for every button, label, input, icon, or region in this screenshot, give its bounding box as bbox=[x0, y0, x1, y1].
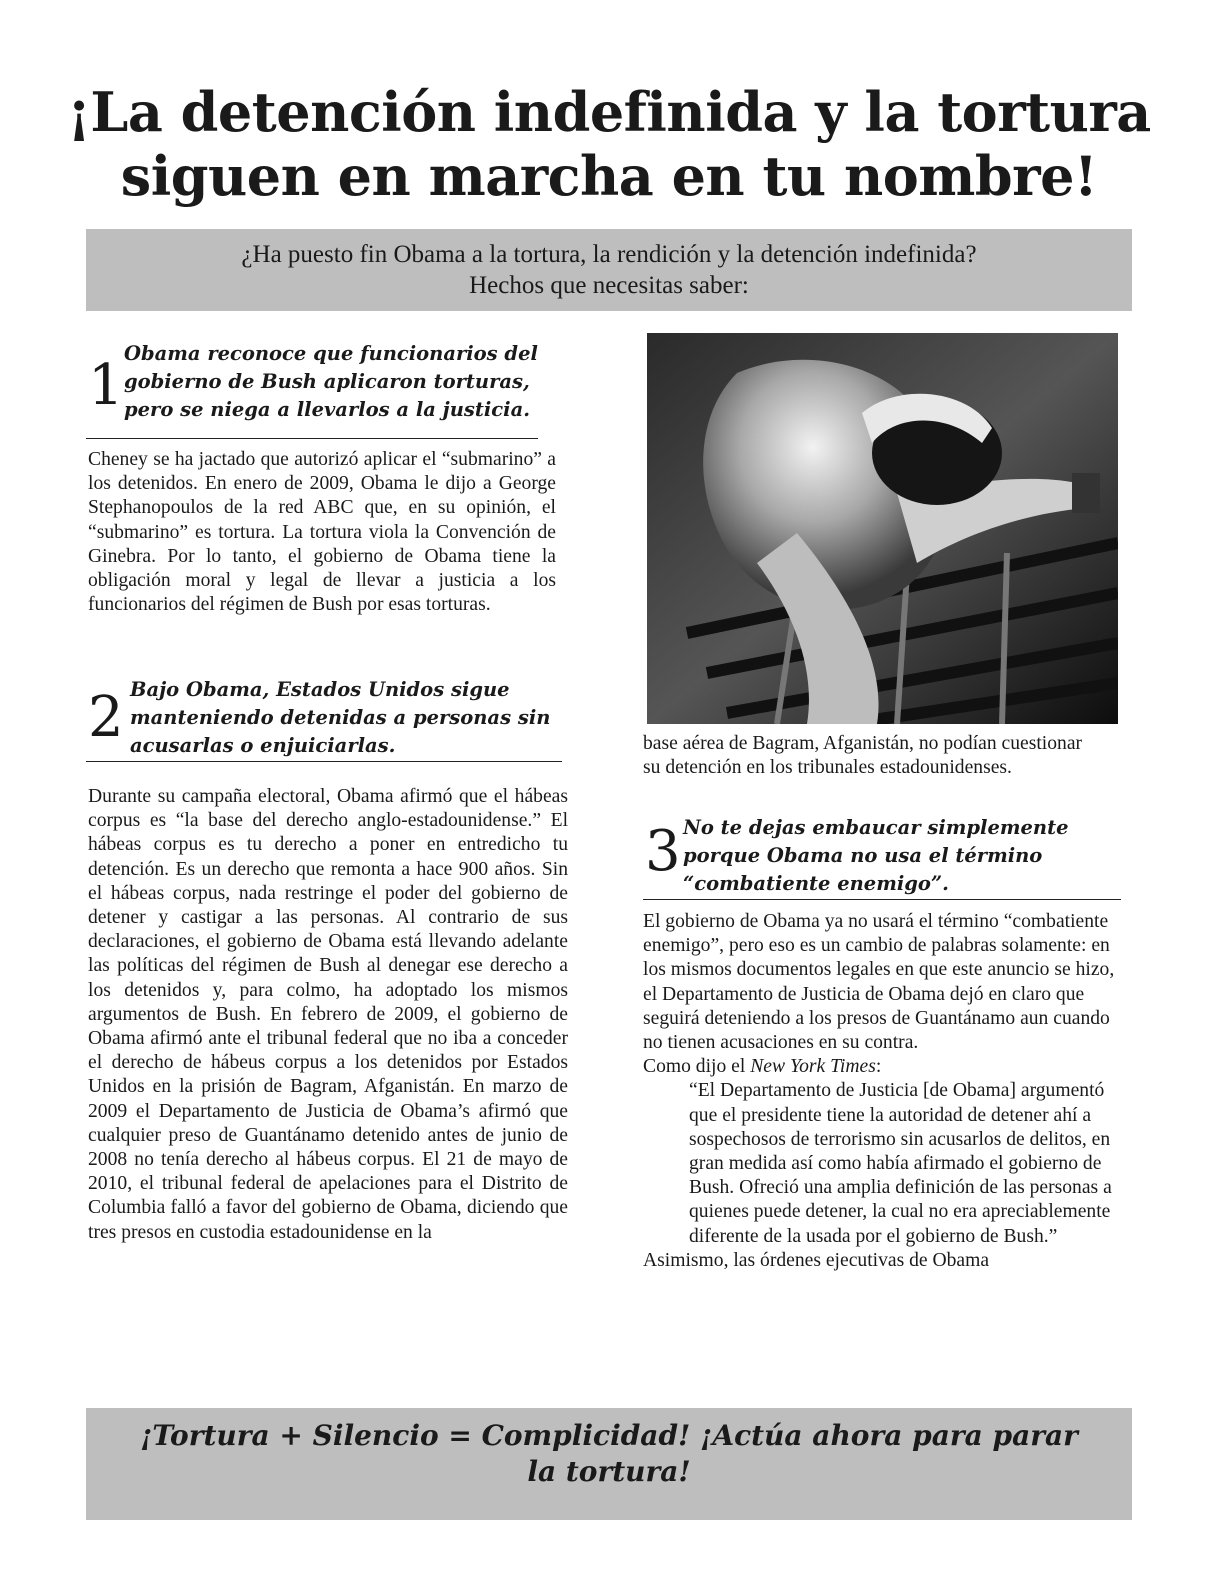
nyt-quote: “El Departamento de Justicia [de Obama] argumentó que el presidente tiene la autoridad de detener ahí a sospechosos de terrorismo sin acusarlos de delitos, en gran medida así como había afirmado el gobierno de Bush. Ofreció una amplia definición de las personas a quienes puede detener, la cual no era apreciablemente diferente de la usada por el gobierno de Bush.” bbox=[689, 1080, 1112, 1247]
point-2-body: Durante su campaña electoral, Obama afirmó que el hábeas corpus es “la base del derecho anglo-estadounidense.” El hábeas corpus es tu derecho a poner en entredicho tu detención. Es un derecho que remonta a hace 900 años. Sin el hábeas corpus, nada restringe el poder del gobierno de detener y castigar a las personas. Al contrario de sus declaraciones, el gobierno de Obama está llevando adelante las políticas del régimen de Bush al denegar ese derecho a los detenidos y, para colmo, ha adoptado los mismos argumentos de Bush. En febrero de 2009, el gobierno de Obama afirmó ante el tribunal federal que no iba a conceder el derecho de hábeus corpus a los detenidos por Estados Unidos en la prisión de Bagram, Afganistán. En marzo de 2009 el Departamento de Justicia de Obama’s afirmó que cualquier preso de Guantánamo detenido antes de junio de 2008 no tenía derecho al hábeus corpus. El 21 de mayo de 2010, el tribunal federal de apelaciones para el Distrito de Columbia falló a favor del gobierno de Obama, diciendo que tres presos en custodia estadounidense en la bbox=[88, 786, 569, 1243]
point-3-number: 3 bbox=[645, 819, 681, 884]
point-3-heading: 3 No te dejas embaucar simplemente porque Obama no usa el término “combatiente enemigo”. bbox=[645, 816, 1069, 895]
point-2-continued: base aérea de Bagram, Afganistán, no podían cuestionar su detención en los tribunales estadounidenses. bbox=[643, 733, 1083, 779]
point-2-divider bbox=[86, 761, 562, 762]
source-name: New York Times bbox=[750, 1056, 876, 1078]
point-2-heading: 2 Bajo Obama, Estados Unidos sigue manteniendo detenidas a personas sin acusarlas o enjuiciarlas. bbox=[88, 678, 551, 757]
point-3-body: El gobierno de Obama ya no usará el término “combatiente enemigo”, pero eso es un cambio de palabras solamente: en los mismos documentos legales en que este anuncio se hizo, el Departamento de Justicia de Obama dejó en claro que seguirá deteniendo a los presos de Guantánamo aun cuando no tienen acusaciones en su contra. Como dijo el New York Times: “El Departamento de Justicia [de Obama] argumentó que el presidente tiene la autoridad de detener ahí a sospechosos de terrorismo sin acusarlos de delitos, en gran medida así como había afirmado el gobierno de Bush. Ofreció una amplia definición de las personas a quienes puede detener, la cual no era apreciablemente diferente de la usada por el gobierno de Bush.” Asimismo, las órdenes ejecutivas de Obama bbox=[643, 910, 1117, 1273]
page-title: ¡La detención indefinida y la tortura siguen en marcha en tu nombre! bbox=[67, 80, 1151, 208]
subtitle-line-1: ¿Ha puesto fin Obama a la tortura, la rendición y la detención indefinida? bbox=[241, 241, 977, 268]
detainee-photo-icon bbox=[647, 333, 1118, 724]
subtitle-line-2: Hechos que necesitas saber: bbox=[469, 272, 749, 299]
point-1-heading: 1 Obama reconoce que funcionarios del gobierno de Bush aplicaron torturas, pero se niega a llevarlos a la justicia. bbox=[88, 342, 538, 421]
point-1-number: 1 bbox=[88, 353, 124, 418]
footer-banner bbox=[86, 1408, 1132, 1520]
point-2-number: 2 bbox=[88, 685, 124, 750]
point-3-divider bbox=[643, 899, 1121, 900]
habeas-quote: “la base del derecho anglo-estadounidense.” bbox=[175, 810, 542, 832]
point-1-body: Cheney se ha jactado que autorizó aplicar el “submarino” a los detenidos. En enero de 2009, Obama le dijo a George Stephanopoulos de la red ABC que, en su opinión, el “submarino” es tortura. La tortura viola la Convención de Ginebra. Por lo tanto, el gobierno de Obama tiene la obligación moral y legal de llevar a justicia a los funcionarios del régimen de Bush por esas torturas. bbox=[88, 449, 556, 616]
footer-slogan: ¡Tortura + Silencio = Complicidad! ¡Actúa ahora para parar la tortura! bbox=[140, 1419, 1078, 1488]
subtitle-banner bbox=[86, 229, 1132, 311]
detainee-photo bbox=[647, 333, 1118, 724]
point-1-divider bbox=[86, 438, 538, 439]
